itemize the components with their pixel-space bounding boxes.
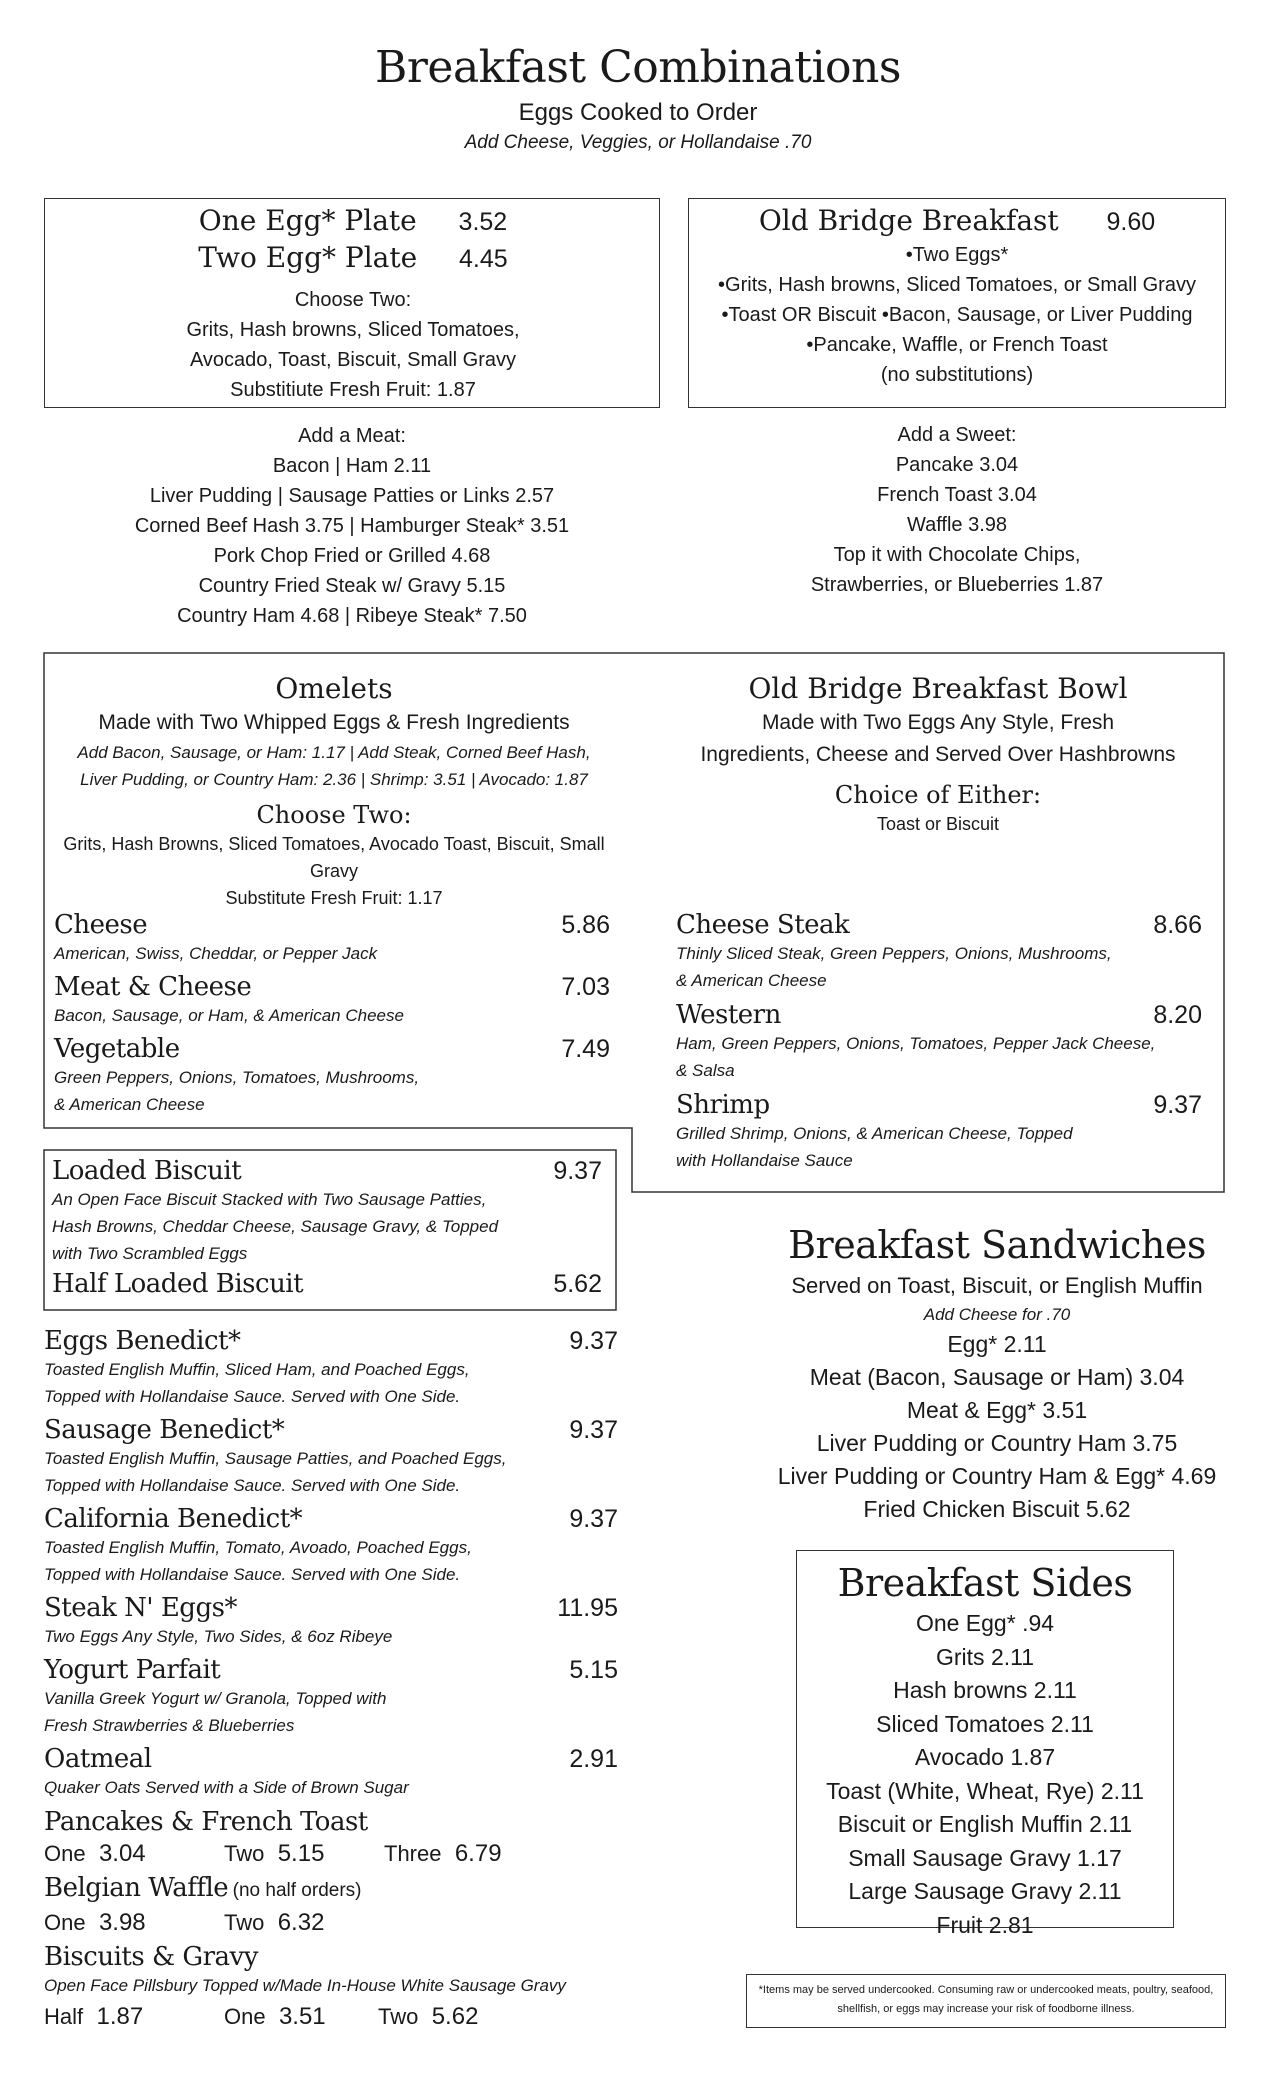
bowl-choice-options: Toast or Biscuit	[876, 814, 1000, 834]
bowl-item-desc: & Salsa	[676, 1061, 735, 1080]
sides-box	[796, 1550, 1174, 1938]
sandwich-line: Meat & Egg* 3.51	[906, 1397, 1088, 1423]
bowl-item	[676, 1000, 1202, 1090]
two-egg-plate-label: Two Egg* Plate	[198, 241, 418, 274]
special-item-desc: Quaker Oats Served with a Side of Brown Sugar	[44, 1778, 409, 1797]
side-line: Hash browns 2.11	[893, 1677, 1077, 1703]
side-line: Biscuit or English Muffin 2.11	[837, 1811, 1133, 1837]
add-meat-line: Pork Chop Fried or Grilled 4.68	[213, 545, 491, 567]
add-sweet-line: Pancake 3.04	[895, 454, 1019, 476]
omelet-item-price: 7.03	[561, 973, 610, 1001]
bowl-sub-2: Ingredients, Cheese and Served Over Hashbrowns	[700, 743, 1176, 766]
special-item-desc: Toasted English Muffin, Tomato, Avoado, Poached Eggs,	[44, 1538, 472, 1557]
biscuits-gravy-prices	[44, 1999, 618, 2035]
old-bridge-breakfast-price: 9.60	[1106, 208, 1156, 236]
bowl-item-name: Western	[676, 1000, 781, 1030]
biscuits-gravy-item	[44, 1942, 618, 2035]
waffle-one-label: One	[44, 1910, 86, 1935]
omelets-header	[44, 671, 624, 912]
bowl-choice: Choice of Either:	[834, 781, 1042, 809]
pancakes-one-price: 3.04	[98, 1840, 146, 1867]
loaded-biscuit-price: 9.37	[553, 1157, 602, 1185]
bowl-item-desc: with Hollandaise Sauce	[676, 1151, 853, 1170]
side-line: One Egg* .94	[915, 1610, 1055, 1636]
side-line: Sliced Tomatoes 2.11	[876, 1710, 1094, 1737]
old-bridge-line: •Two Eggs*	[905, 244, 1009, 266]
special-item-desc: Topped with Hollandaise Sauce. Served with One Side.	[44, 1476, 461, 1495]
special-item	[44, 1504, 618, 1593]
special-item-desc: Toasted English Muffin, Sausage Patties, and Poached Eggs,	[44, 1449, 507, 1468]
add-meat-line: Country Fried Steak w/ Gravy 5.15	[198, 575, 506, 597]
egg-plate-options-1: Grits, Hash browns, Sliced Tomatoes,	[186, 319, 520, 341]
bowl-item-name: Shrimp	[676, 1090, 770, 1120]
bowl-sub-1: Made with Two Eggs Any Style, Fresh	[761, 711, 1115, 734]
side-line: Grits 2.11	[936, 1643, 1034, 1670]
pancakes-one-label: One	[44, 1841, 86, 1866]
old-bridge-line: •Grits, Hash browns, Sliced Tomatoes, or Small Gravy	[718, 274, 1196, 296]
omelet-item-name: Vegetable	[54, 1034, 180, 1064]
special-item	[44, 1326, 618, 1415]
bowl-title: Old Bridge Breakfast Bowl	[748, 672, 1128, 705]
side-line: Small Sausage Gravy 1.17	[848, 1844, 1122, 1871]
pancakes-three-label: Three	[384, 1841, 442, 1866]
biscuits-gravy-two-price: 5.62	[431, 2003, 479, 2030]
one-egg-plate-label: One Egg* Plate	[198, 204, 417, 237]
special-item	[44, 1415, 618, 1504]
special-item-desc: Fresh Strawberries & Blueberries	[44, 1716, 295, 1735]
omelets-title: Omelets	[275, 672, 393, 705]
special-item-desc: Topped with Hollandaise Sauce. Served with One Side.	[44, 1565, 461, 1584]
add-sweet-line: Strawberries, or Blueberries 1.87	[810, 574, 1104, 596]
bowl-item-desc: Grilled Shrimp, Onions, & American Cheese, Topped	[676, 1124, 1073, 1143]
bowl-item-price: 8.66	[1153, 911, 1202, 939]
sandwiches-subtitle: Served on Toast, Biscuit, or English Muffin	[791, 1273, 1203, 1298]
omelet-item-price: 7.49	[561, 1035, 610, 1063]
special-item-price: 5.15	[569, 1656, 618, 1684]
add-meat-title: Add a Meat:	[298, 425, 406, 447]
special-item-price: 2.91	[569, 1745, 618, 1773]
waffle-one-price: 3.98	[98, 1909, 146, 1936]
two-egg-plate-price: 4.45	[459, 245, 508, 273]
waffle-note: (no half orders)	[232, 1880, 362, 1901]
omelets-subtitle: Made with Two Whipped Eggs & Fresh Ingredients	[98, 711, 570, 734]
loaded-biscuit-desc: An Open Face Biscuit Stacked with Two Sausage Patties,	[52, 1190, 487, 1209]
side-line: Fruit 2.81	[936, 1911, 1034, 1938]
page-note: Add Cheese, Veggies, or Hollandaise .70	[464, 132, 812, 153]
bowl-item-desc: & American Cheese	[676, 971, 827, 990]
sides-title: Breakfast Sides	[837, 1561, 1133, 1605]
sandwiches-note: Add Cheese for .70	[923, 1305, 1071, 1324]
special-item-price: 11.95	[557, 1594, 618, 1622]
omelet-item-name: Meat & Cheese	[54, 972, 252, 1002]
omelet-item	[54, 1034, 610, 1118]
loaded-biscuit	[52, 1156, 602, 1299]
disclaimer-line-2: shellfish, or eggs may increase your risk of foodborne illness.	[837, 2003, 1135, 2015]
page-title: Breakfast Combinations	[375, 42, 901, 93]
old-bridge-line: •Toast OR Biscuit •Bacon, Sausage, or Liver Pudding	[721, 304, 1193, 326]
omelets-add-2: Liver Pudding, or Country Ham: 2.36 | Shrimp: 3.51 | Avocado: 1.87	[80, 770, 588, 789]
omelet-item-desc: Green Peppers, Onions, Tomatoes, Mushrooms,	[54, 1068, 420, 1087]
add-meat-line: Liver Pudding | Sausage Patties or Links 2.57	[149, 485, 555, 507]
omelet-item	[54, 910, 610, 972]
special-item-name: Yogurt Parfait	[44, 1655, 221, 1685]
disclaimer-box	[746, 1974, 1226, 2028]
egg-plate-sub: Substitiute Fresh Fruit: 1.87	[230, 379, 476, 401]
special-item-name: Oatmeal	[44, 1744, 152, 1774]
omelets-add-1: Add Bacon, Sausage, or Ham: 1.17 | Add Steak, Corned Beef Hash,	[77, 743, 591, 762]
special-item	[44, 1655, 618, 1744]
omelet-item-name: Cheese	[54, 910, 148, 940]
waffle-two-price: 6.32	[277, 1909, 325, 1936]
biscuits-gravy-two-label: Two	[378, 2004, 419, 2029]
egg-plate-options-2: Avocado, Toast, Biscuit, Small Gravy	[189, 349, 517, 371]
omelet-item-desc: American, Swiss, Cheddar, or Pepper Jack	[54, 944, 378, 963]
old-bridge-breakfast-label: Old Bridge Breakfast	[758, 204, 1059, 237]
add-sweet-line: French Toast 3.04	[877, 484, 1037, 506]
bowl-item-desc: Ham, Green Peppers, Onions, Tomatoes, Pepper Jack Cheese,	[676, 1034, 1156, 1053]
waffle-prices	[44, 1906, 618, 1940]
egg-plate-choose: Choose Two:	[294, 289, 412, 311]
pancakes-two-price: 5.15	[277, 1840, 325, 1867]
waffle-item	[44, 1873, 618, 1940]
bowl-item	[676, 1090, 1202, 1174]
special-item-name: Steak N' Eggs*	[44, 1593, 237, 1623]
side-line: Avocado 1.87	[914, 1744, 1056, 1770]
bowl-items	[676, 910, 1202, 1174]
omelet-item-desc: Bacon, Sausage, or Ham, & American Cheese	[54, 1006, 404, 1025]
omelets-options: Grits, Hash Browns, Sliced Tomatoes, Avocado Toast, Biscuit, Small Gravy	[63, 834, 605, 881]
biscuits-gravy-name: Biscuits & Gravy	[44, 1942, 258, 1972]
add-sweet-title: Add a Sweet:	[897, 424, 1017, 446]
special-item-desc: Topped with Hollandaise Sauce. Served with One Side.	[44, 1387, 461, 1406]
omelet-item	[54, 972, 610, 1034]
pancakes-name: Pancakes & French Toast	[44, 1807, 368, 1837]
special-item-desc: Toasted English Muffin, Sliced Ham, and Poached Eggs,	[44, 1360, 470, 1379]
biscuits-gravy-one-label: One	[224, 2004, 266, 2029]
side-line: Toast (White, Wheat, Rye) 2.11	[826, 1777, 1144, 1804]
sandwiches-section	[760, 1220, 1234, 1526]
bowl-item-desc: Thinly Sliced Steak, Green Peppers, Onions, Mushrooms,	[676, 944, 1112, 963]
biscuits-gravy-desc: Open Face Pillsbury Topped w/Made In-House White Sausage Gravy	[44, 1976, 566, 1995]
add-sweet-line: Top it with Chocolate Chips,	[833, 544, 1081, 566]
special-item	[44, 1593, 618, 1655]
special-item-desc: Two Eggs Any Style, Two Sides, & 6oz Ribeye	[44, 1627, 393, 1646]
pancakes-two-label: Two	[224, 1841, 265, 1866]
omelets-choose: Choose Two:	[256, 801, 412, 829]
half-loaded-biscuit-price: 5.62	[553, 1270, 602, 1298]
biscuits-gravy-half-label: Half	[44, 2004, 84, 2029]
omelet-items	[54, 910, 610, 1118]
special-item-name: Sausage Benedict*	[44, 1415, 285, 1445]
sandwich-line: Meat (Bacon, Sausage or Ham) 3.04	[809, 1364, 1185, 1390]
loaded-biscuit-name: Loaded Biscuit	[52, 1156, 242, 1186]
loaded-biscuit-desc: with Two Scrambled Eggs	[52, 1244, 248, 1263]
sandwich-line: Liver Pudding or Country Ham 3.75	[816, 1430, 1178, 1456]
sandwich-line: Egg* 2.11	[947, 1331, 1047, 1357]
add-sweet-line: Waffle 3.98	[906, 514, 1008, 536]
page-subtitle: Eggs Cooked to Order	[518, 99, 758, 126]
specials-list	[44, 1326, 618, 2035]
add-meat-line: Country Ham 4.68 | Ribeye Steak* 7.50	[177, 605, 527, 627]
special-item-price: 9.37	[569, 1327, 618, 1355]
waffle-name: Belgian Waffle	[44, 1873, 229, 1903]
add-meat-line: Corned Beef Hash 3.75 | Hamburger Steak* 3.51	[134, 515, 570, 537]
biscuits-gravy-one-price: 3.51	[278, 2003, 326, 2030]
sandwiches-title: Breakfast Sandwiches	[788, 1223, 1206, 1267]
pancakes-prices	[44, 1837, 618, 1871]
side-line: Large Sausage Gravy 2.11	[848, 1878, 1122, 1904]
bowl-item	[676, 910, 1202, 1000]
bowl-item-name: Cheese Steak	[676, 910, 850, 940]
old-bridge-line: •Pancake, Waffle, or French Toast	[806, 334, 1108, 356]
omelet-item-desc: & American Cheese	[54, 1095, 205, 1114]
loaded-biscuit-desc: Hash Browns, Cheddar Cheese, Sausage Gravy, & Topped	[52, 1217, 499, 1236]
disclaimer-line-1: *Items may be served undercooked. Consuming raw or undercooked meats, poultry, seafood,	[758, 1984, 1214, 1996]
biscuits-gravy-half-price: 1.87	[96, 2003, 144, 2030]
special-item-name: California Benedict*	[44, 1504, 303, 1534]
special-item-desc: Vanilla Greek Yogurt w/ Granola, Topped with	[44, 1689, 387, 1708]
sandwich-line: Liver Pudding or Country Ham & Egg* 4.69	[777, 1463, 1217, 1489]
special-item-name: Eggs Benedict*	[44, 1326, 241, 1356]
omelets-sub: Substitute Fresh Fruit: 1.17	[225, 888, 443, 908]
bowl-header	[652, 671, 1224, 837]
pancakes-item	[44, 1807, 618, 1871]
old-bridge-line: (no substitutions)	[880, 364, 1034, 386]
pancakes-three-price: 6.79	[454, 1840, 502, 1867]
waffle-two-label: Two	[224, 1910, 265, 1935]
bowl-item-price: 9.37	[1153, 1091, 1202, 1119]
one-egg-plate-price: 3.52	[458, 208, 508, 236]
bowl-item-price: 8.20	[1153, 1001, 1202, 1029]
special-item-price: 9.37	[569, 1416, 618, 1444]
sandwich-line: Fried Chicken Biscuit 5.62	[863, 1496, 1131, 1522]
special-item-price: 9.37	[569, 1505, 618, 1533]
half-loaded-biscuit-name: Half Loaded Biscuit	[52, 1269, 304, 1299]
add-meat-line: Bacon | Ham 2.11	[272, 455, 432, 477]
special-item	[44, 1744, 618, 1807]
omelet-item-price: 5.86	[561, 911, 610, 939]
